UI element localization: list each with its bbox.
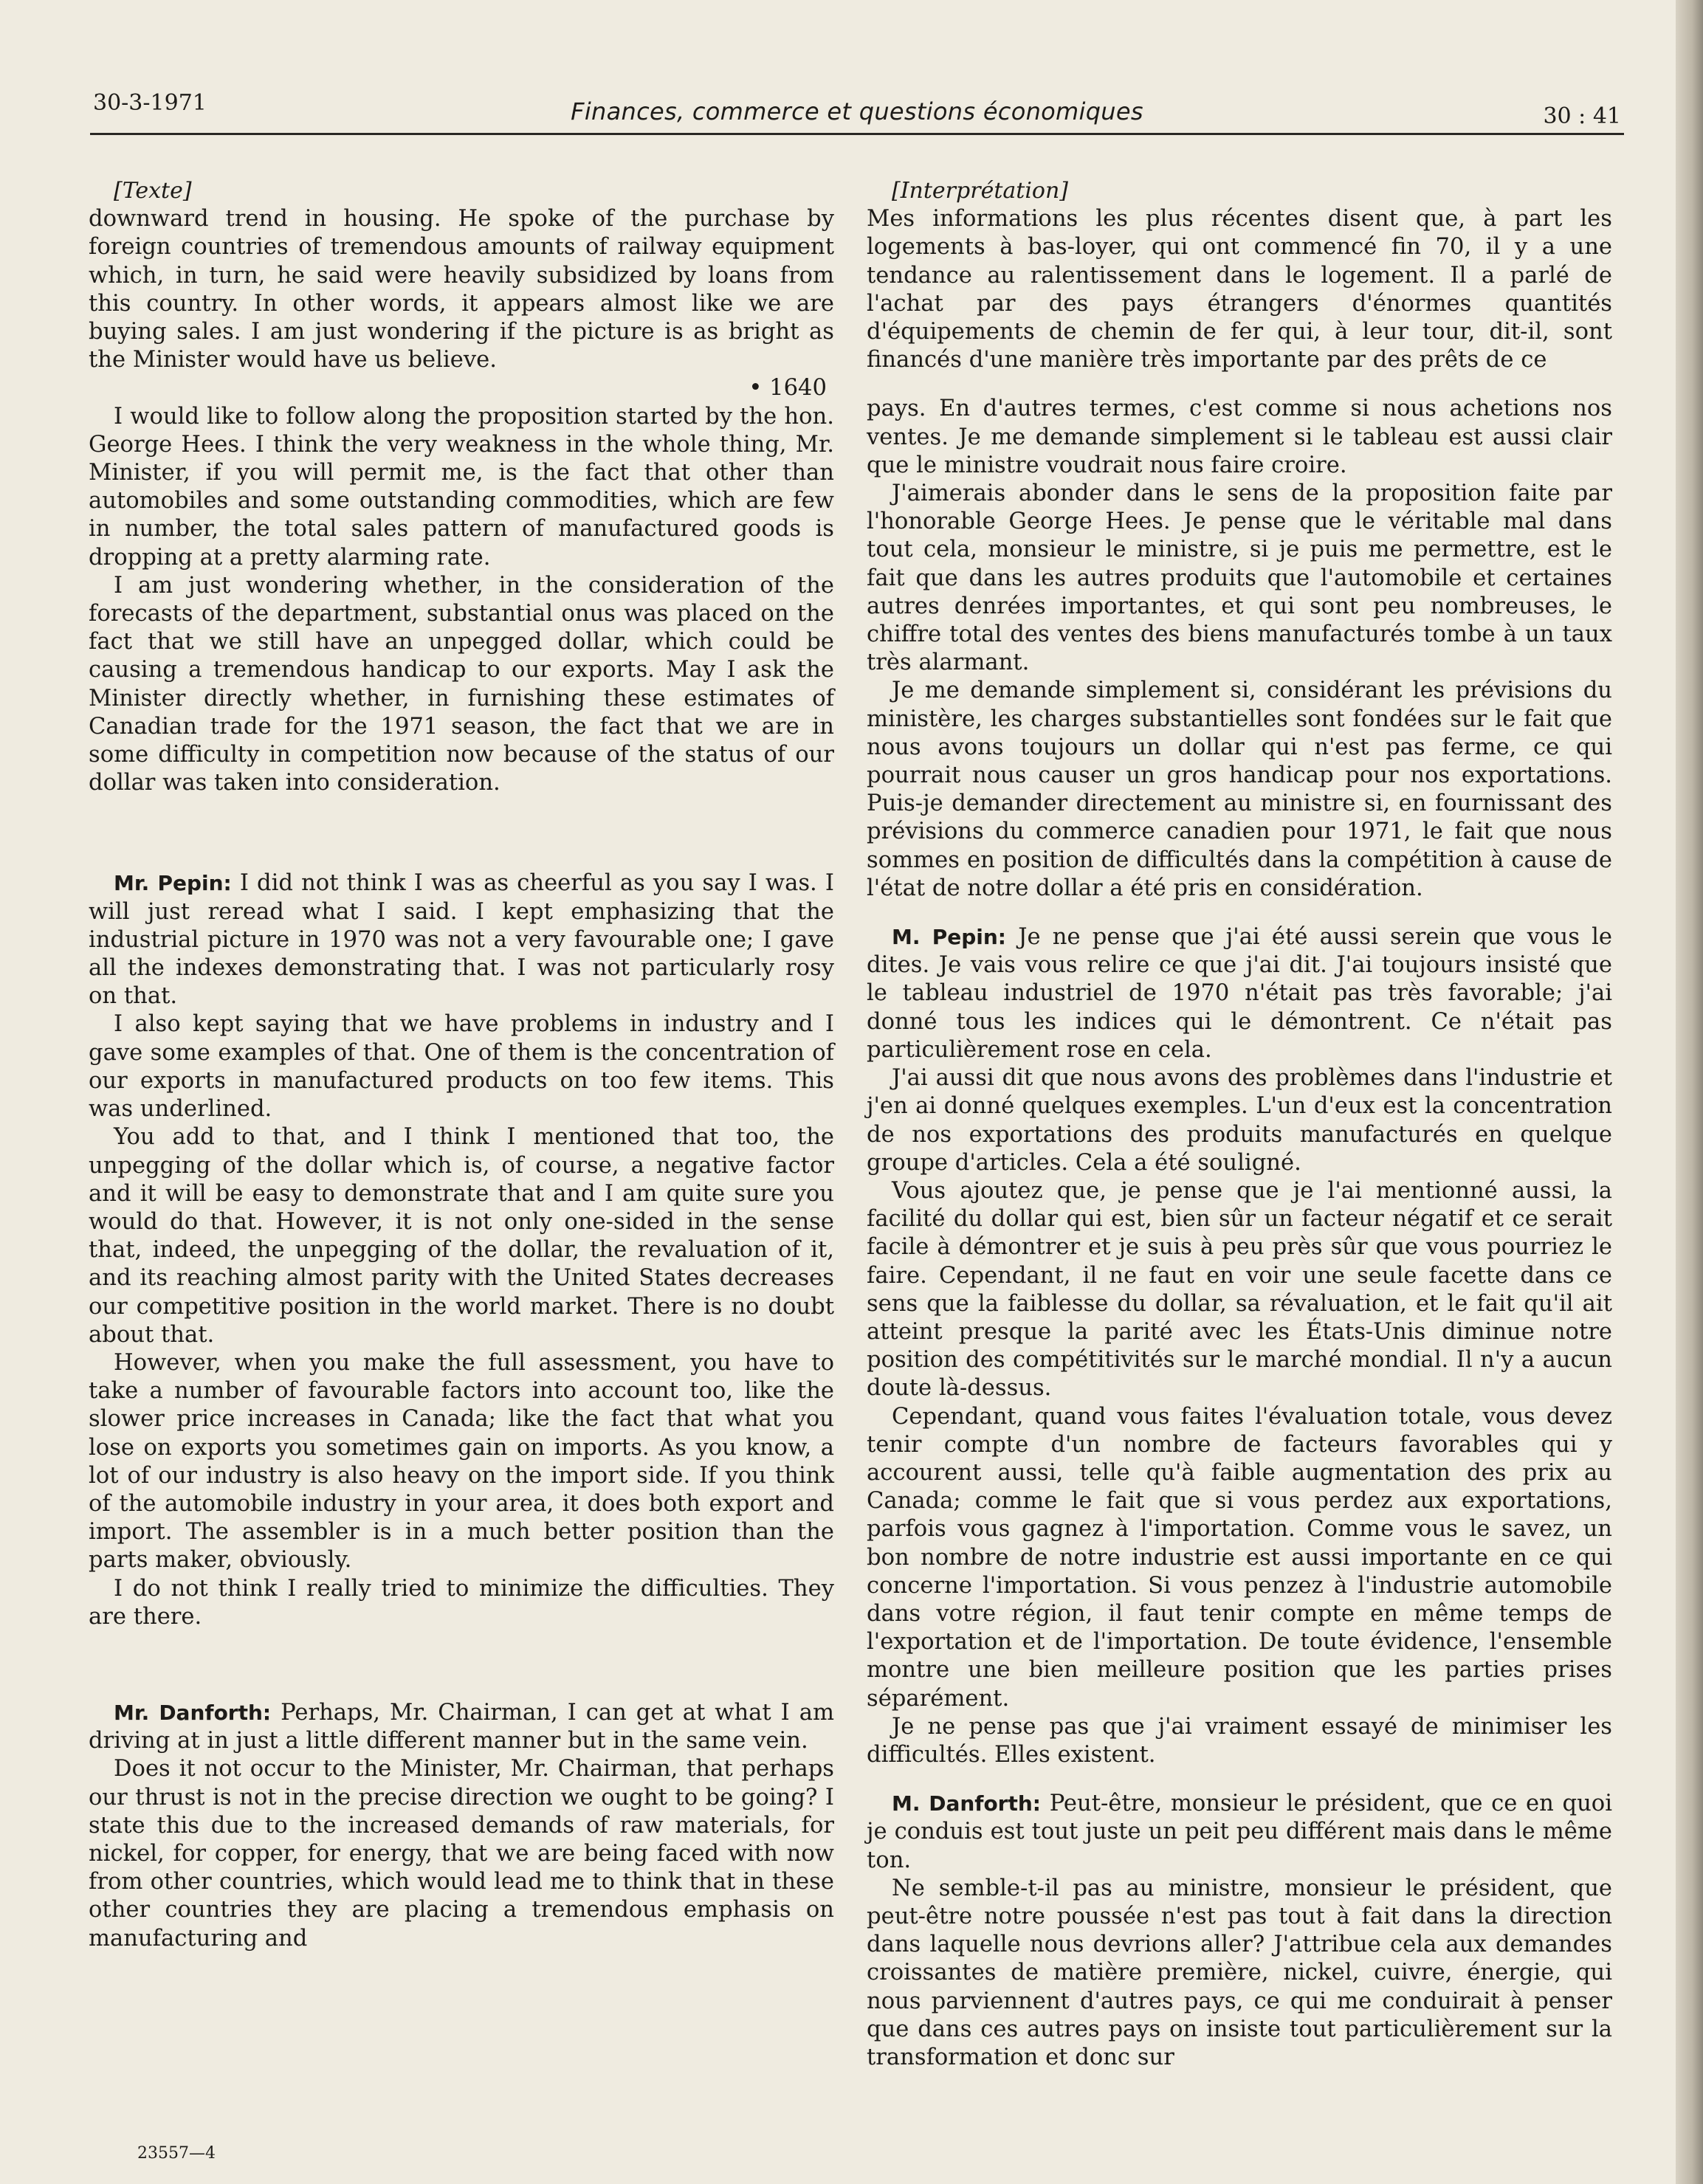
paragraph: Ne semble-t-il pas au ministre, monsieur le président, que peut-être notre poussée n'est pas tout à fait dans la direction dans laquelle nous devrions aller? J'attribue cela aux demandes croissantes de matière première, nickel, cuivre, énergie, qui nous parviennent d'autres pays, ce qui me conduirait à penser que dans ces autres pays on insiste tout particulièrement sur la transformation et donc sur [867, 1875, 1612, 2070]
speech-pepin [867, 923, 1612, 1064]
speaker-name: M. Danforth: [892, 1791, 1042, 1816]
paragraph: I do not think I really tried to minimize the difficulties. They are there. [89, 1575, 834, 1630]
paragraph: Je ne pense pas que j'ai vraiment essayé de minimiser les difficultés. Elles existent. [867, 1713, 1612, 1768]
header-page-number: 30 : 41 [1543, 103, 1621, 129]
paragraph: downward trend in housing. He spoke of the purchase by foreign countries of tremendous amounts of railway equipment which, in turn, he said were heavily subsidized by loans from this country. In other words, it appears almost like we are buying sales. I am just wondering if the picture is as bright as the Minister would have us believe. [89, 206, 834, 373]
french-column [867, 177, 1612, 2072]
paragraph: J'aimerais abonder dans le sens de la proposition faite par l'honorable George Hees. Je pense que le véritable mal dans tout cela, monsieur le ministre, si je puis me permettre, est le fait que dans les autres produits que l'automobile et certaines autres denrées importantes, et qui sont peu nombreuses, le chiffre total des ventes des biens manufacturés tombe à un taux très alarmant. [867, 480, 1612, 676]
speech-text: Perhaps, Mr. Chairman, I can get at what I am driving at in just a little different manner but in the same vein. [89, 1699, 834, 1754]
paragraph: J'ai aussi dit que nous avons des problèmes dans l'industrie et j'en ai donné quelques exemples. L'un d'eux est la concentration de nos exportations des produits manufacturés en quelque groupe d'articles. Cela a été souligné. [867, 1065, 1612, 1176]
paragraph: Mes informations les plus récentes disent que, à part les logements à bas-loyer, qui ont commencé fin 70, il y a une tendance au ralentissement dans le logement. Il a parlé de l'achat par des pays étrangers d'énormes quantités d'équipements de chemin de fer qui, à leur tour, dit-il, sont financés d'une manière très importante par des prêts de ce [867, 206, 1612, 373]
english-column [89, 177, 834, 1953]
time-marker: • 1640 [749, 375, 827, 402]
paragraph: Does it not occur to the Minister, Mr. Chairman, that perhaps our thrust is not in the precise direction we ought to be going? I state this due to the increased demands of raw materials, for nickel, for copper, for energy, that we are being faced with now from other countries, which would lead me to think that in these other countries they are placing a tremendous emphasis on manufacturing and [89, 1756, 834, 1952]
paragraph: Vous ajoutez que, je pense que je l'ai mentionné aussi, la facilité du dollar qui est, bien sûr un facteur négatif et ce serait facile à démontrer et je suis à peu près sûr que vous pourriez le faire. Cependant, il ne faut en voir une seule facette dans ce sens que la faiblesse du dollar, sa révaluation, et le fait qu'il ait atteint presque la parité avec les États-Unis diminue notre position des compétitivités sur le marché mondial. Il n'y a aucun doute là-dessus. [867, 1177, 1612, 1402]
speech-text: Peut-être, monsieur le président, que ce en quoi je conduis est tout juste un peit peu différent mais dans le même ton. [867, 1791, 1613, 1873]
header-title: Finances, commerce et questions économiques [571, 97, 1143, 125]
speech-danforth [867, 1790, 1612, 1875]
paragraph: I am just wondering whether, in the consideration of the forecasts of the department, substantial onus was placed on the fact that we still have an unpegged dollar, which could be causing a tremendous handicap to our exports. May I ask the Minister directly whether, in furnishing these estimates of Canadian trade for the 1971 season, the fact that we are in some difficulty in competition now because of the status of our dollar was taken into consideration. [89, 572, 834, 796]
speaker-name: Mr. Pepin: [114, 871, 232, 896]
speaker-name: M. Pepin: [892, 925, 1007, 950]
speech-text: Je ne pense que j'ai été aussi serein que vous le dites. Je vais vous relire ce que j'ai dit. J'ai toujours insisté que le tableau industriel de 1970 n'était pas très favorable; j'ai donné tous les indices qui le démontrent. Ce n'était pas particulièrement rose en cela. [867, 924, 1612, 1063]
paragraph: Cependant, quand vous faites l'évaluation totale, vous devez tenir compte d'un nombre de facteurs favorables qui y accourent aussi, telle qu'à faible augmentation des prix au Canada; comme le fait que si vous perdez aux exportations, parfois vous gagnez à l'importation. Comme vous le savez, un bon nombre de notre industrie est aussi importante en ce qui concerne l'importation. Si vous penzez à l'industrie automobile dans votre région, il faut tenir compte en même temps de l'exportation et de l'importation. De toute évidence, l'ensemble montre une bien meilleure position que les parties prises séparément. [867, 1403, 1612, 1712]
paragraph: I also kept saying that we have problems in industry and I gave some examples of that. One of them is the concentration of our exports in manufactured products on too few items. This was underlined. [89, 1011, 834, 1123]
interpretation-tag: [Interprétation] [892, 178, 1069, 204]
paragraph: I would like to follow along the proposition started by the hon. George Hees. I think the very weakness in the whole thing, Mr. Minister, if you will permit me, is the fact that other than automobiles and some outstanding commodities, which are few in number, the total sales pattern of manufactured goods is dropping at a pretty alarming rate. [89, 403, 834, 571]
paragraph: pays. En d'autres termes, c'est comme si nous achetions nos ventes. Je me demande simplement si le tableau est aussi clair que le ministre voudrait nous faire croire. [867, 396, 1612, 478]
speech-pepin [89, 869, 834, 1010]
paragraph: However, when you make the full assessment, you have to take a number of favourable factors into account too, like the slower price increases in Canada; like the fact that what you lose on exports you sometimes gain on imports. As you know, a lot of our industry is also heavy on the import side. If you think of the automobile industry in your area, it does both export and import. The assembler is in a much better position than the parts maker, obviously. [89, 1349, 834, 1574]
paragraph: You add to that, and I think I mentioned that too, the unpegging of the dollar which is, of course, a negative factor and it will be easy to demonstrate that and I am quite sure you would do that. However, it is not only one-sided in the sense that, indeed, the unpegging of the dollar, the revaluation of it, and its reaching almost parity with the United States decreases our competitive position in the world market. There is no doubt about that. [89, 1124, 834, 1348]
text-tag: [Texte] [114, 178, 192, 204]
speech-danforth [89, 1699, 834, 1755]
footer-code: 23557—4 [137, 2144, 216, 2163]
speaker-name: Mr. Danforth: [114, 1700, 272, 1725]
speech-text: I did not think I was as cheerful as you say I was. I will just reread what I said. I kept emphasizing that the industrial picture in 1970 was not a very favourable one; I gave all the indexes demonstrating that. I was not particularly rosy on that. [89, 870, 834, 1010]
paragraph: Je me demande simplement si, considérant les prévisions du ministère, les charges substantielles sont fondées sur le fait que nous avons toujours un dollar qui n'est pas ferme, ce qui pourrait nous causer un gros handicap pour nos exportations. Puis-je demander directement au ministre si, en fournissant des prévisions du commerce canadien pour 1971, le fait que nous sommes en position de difficultés dans la compétition à cause de l'état de notre dollar a été pris en considération. [867, 678, 1612, 901]
page-edge [1676, 0, 1703, 2184]
header-date: 30-3-1971 [93, 90, 207, 116]
page-header [90, 87, 1624, 135]
